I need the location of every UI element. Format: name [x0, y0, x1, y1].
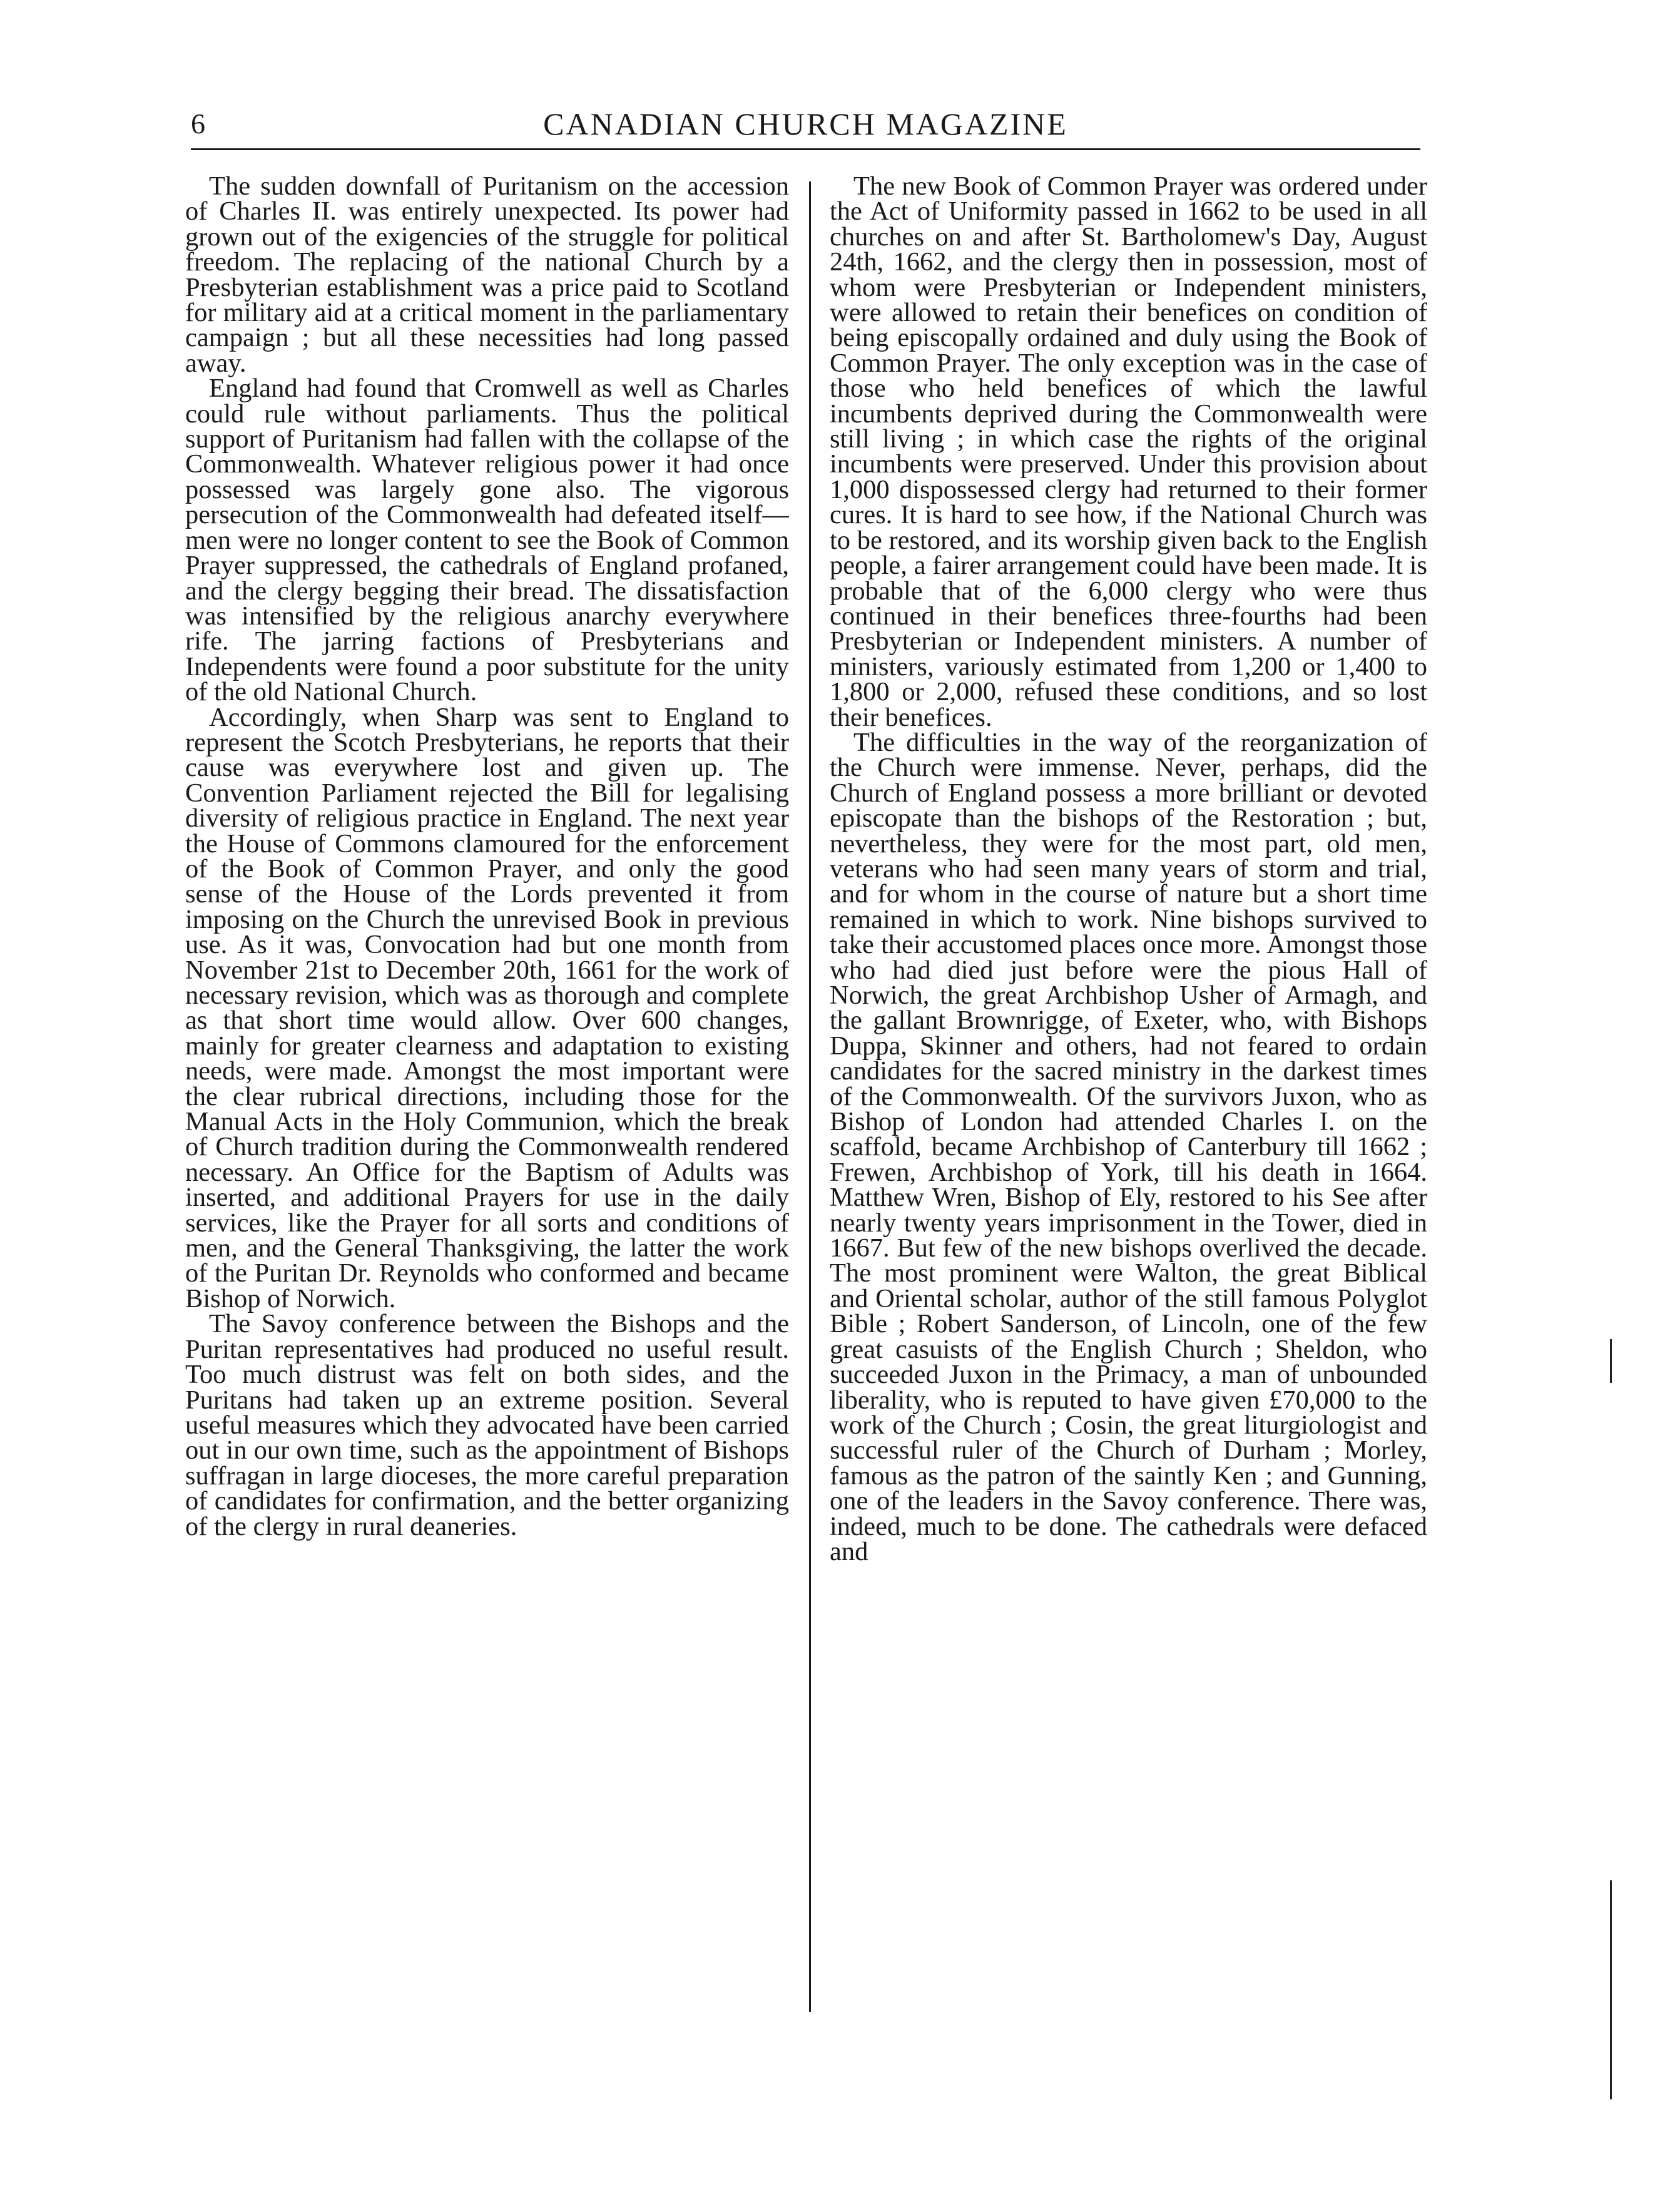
paragraph: Accordingly, when Sharp was sent to England to represent the Scotch Presbyterians, he reports that their cause was everywhere lost and given up. The Convention Parliament rejected the Bill for legalising diversity of religious practice in England. The next year the House of Commons clamoured for the enforcement of the Book of Common Prayer, and only the good sense of the House of the Lords prevented it from imposing on the Church the unrevised Book in previous use. As it was, Convocation had but one month from November 21st to December 20th, 1661 for the work of necessary revision, which was as thorough and complete as that short time would allow. Over 600 changes, mainly for greater clearness and adaptation to existing needs, were made. Amongst the most important were the clear rubrical directions, including those for the Manual Acts in the Holy Communion, which the break of Church tradition during the Commonwealth rendered necessary. An Office for the Baptism of Adults was inserted, and additional Prayers for use in the daily services, like the Prayer for all sorts and conditions of men, and the General Thanksgiving, the latter the work of the Puritan Dr. Reynolds who conformed and became Bishop of Norwich. — [185, 702, 789, 1313]
paragraph: The sudden downfall of Puritanism on the accession of Charles II. was entirely unexpected. Its power had grown out of the exigencies of the struggle for political freedom. The replacing of the national Church by a Presbyterian establishment was a price paid to Scotland for military aid at a critical moment in the parliamentary campaign ; but all these necessities had long passed away. — [185, 174, 789, 378]
paragraph: The Savoy conference between the Bishops and the Puritan representatives had produced no useful result. Too much distrust was felt on both sides, and the Puritans had taken up an extreme position. Several useful measures which they advocated have been carried out in our own time, such as the appointment of Bishops suffragan in large dioceses, the more careful preparation of candidates for confirmation, and the better organizing of the clergy in rural deaneries. — [185, 1309, 789, 1541]
margin-mark — [1610, 1880, 1612, 2099]
running-title: CANADIAN CHURCH MAGAZINE — [543, 106, 1068, 141]
page-header — [191, 105, 1420, 149]
page-number: 6 — [191, 108, 205, 140]
column-divider — [809, 181, 811, 2012]
left-column — [185, 174, 789, 2101]
margin-mark — [1610, 1339, 1612, 1383]
paragraph: The difficulties in the way of the reorganization of the Church were immense. Never, perhaps, did the Church of England possess a more brilliant or devoted episcopate than the bishops of the Restoration ; but, nevertheless, they were for the most part, old men, veterans who had seen many years of storm and trial, and for whom in the course of nature but a short time remained in which to work. Nine bishops survived to take their accustomed places once more. Amongst those who had died just before were the pious Hall of Norwich, the great Archbishop Usher of Armagh, and the gallant Brownrigge, of Exeter, who, with Bishops Duppa, Skinner and others, had not feared to ordain candidates for the sacred ministry in the darkest times of the Commonwealth. Of the survivors Juxon, who as Bishop of London had attended Charles I. on the scaffold, became Archbishop of Canterbury till 1662 ; Frewen, Archbishop of York, till his death in 1664. Matthew Wren, Bishop of Ely, restored to his See after nearly twenty years imprisonment in the Tower, died in 1667. But few of the new bishops overlived the decade. The most prominent were Walton, the great Biblical and Oriental scholar, author of the still famous Polyglot Bible ; Robert Sanderson, of Lincoln, one of the few great casuists of the English Church ; Sheldon, who succeeded Juxon in the Primacy, a man of unbounded liberality, who is reputed to have given £70,000 to the work of the Church ; Cosin, the great liturgiologist and successful ruler of the Church of Durham ; Morley, famous as the patron of the saintly Ken ; and Gunning, one of the leaders in the Savoy conference. There was, indeed, much to be done. The cathedrals were defaced and — [830, 727, 1427, 1566]
paragraph: The new Book of Common Prayer was ordered under the Act of Uniformity passed in 1662 to be used in all churches on and after St. Bartholomew's Day, August 24th, 1662, and the clergy then in possession, most of whom were Presbyterian or Independent ministers, were allowed to retain their benefices on condition of being episcopally ordained and duly using the Book of Common Prayer. The only exception was in the case of those who held benefices of which the lawful incumbents deprived during the Commonwealth were still living ; in which case the rights of the original incumbents were preserved. Under this provision about 1,000 dispossessed clergy had returned to their former cures. It is hard to see how, if the National Church was to be restored, and its worship given back to the English people, a fairer arrangement could have been made. It is probable that of the 6,000 clergy who were thus continued in their benefices three-fourths had been Presbyterian or Independent ministers. A number of ministers, variously estimated from 1,200 or 1,400 to 1,800 or 2,000, refused these conditions, and so lost their benefices. — [830, 174, 1427, 732]
right-column — [830, 174, 1427, 2101]
paragraph: England had found that Cromwell as well as Charles could rule without parliaments. Thus the political support of Puritanism had fallen with the collapse of the Commonwealth. Whatever religious power it had once possessed was largely gone also. The vigorous persecution of the Commonwealth had defeated itself—men were no longer content to see the Book of Common Prayer suppressed, the cathedrals of England profaned, and the clergy begging their bread. The dissatisfaction was intensified by the religious anarchy everywhere rife. The jarring factions of Presbyterians and Independents were found a poor substitute for the unity of the old National Church. — [185, 374, 789, 707]
header-rule — [191, 148, 1420, 150]
